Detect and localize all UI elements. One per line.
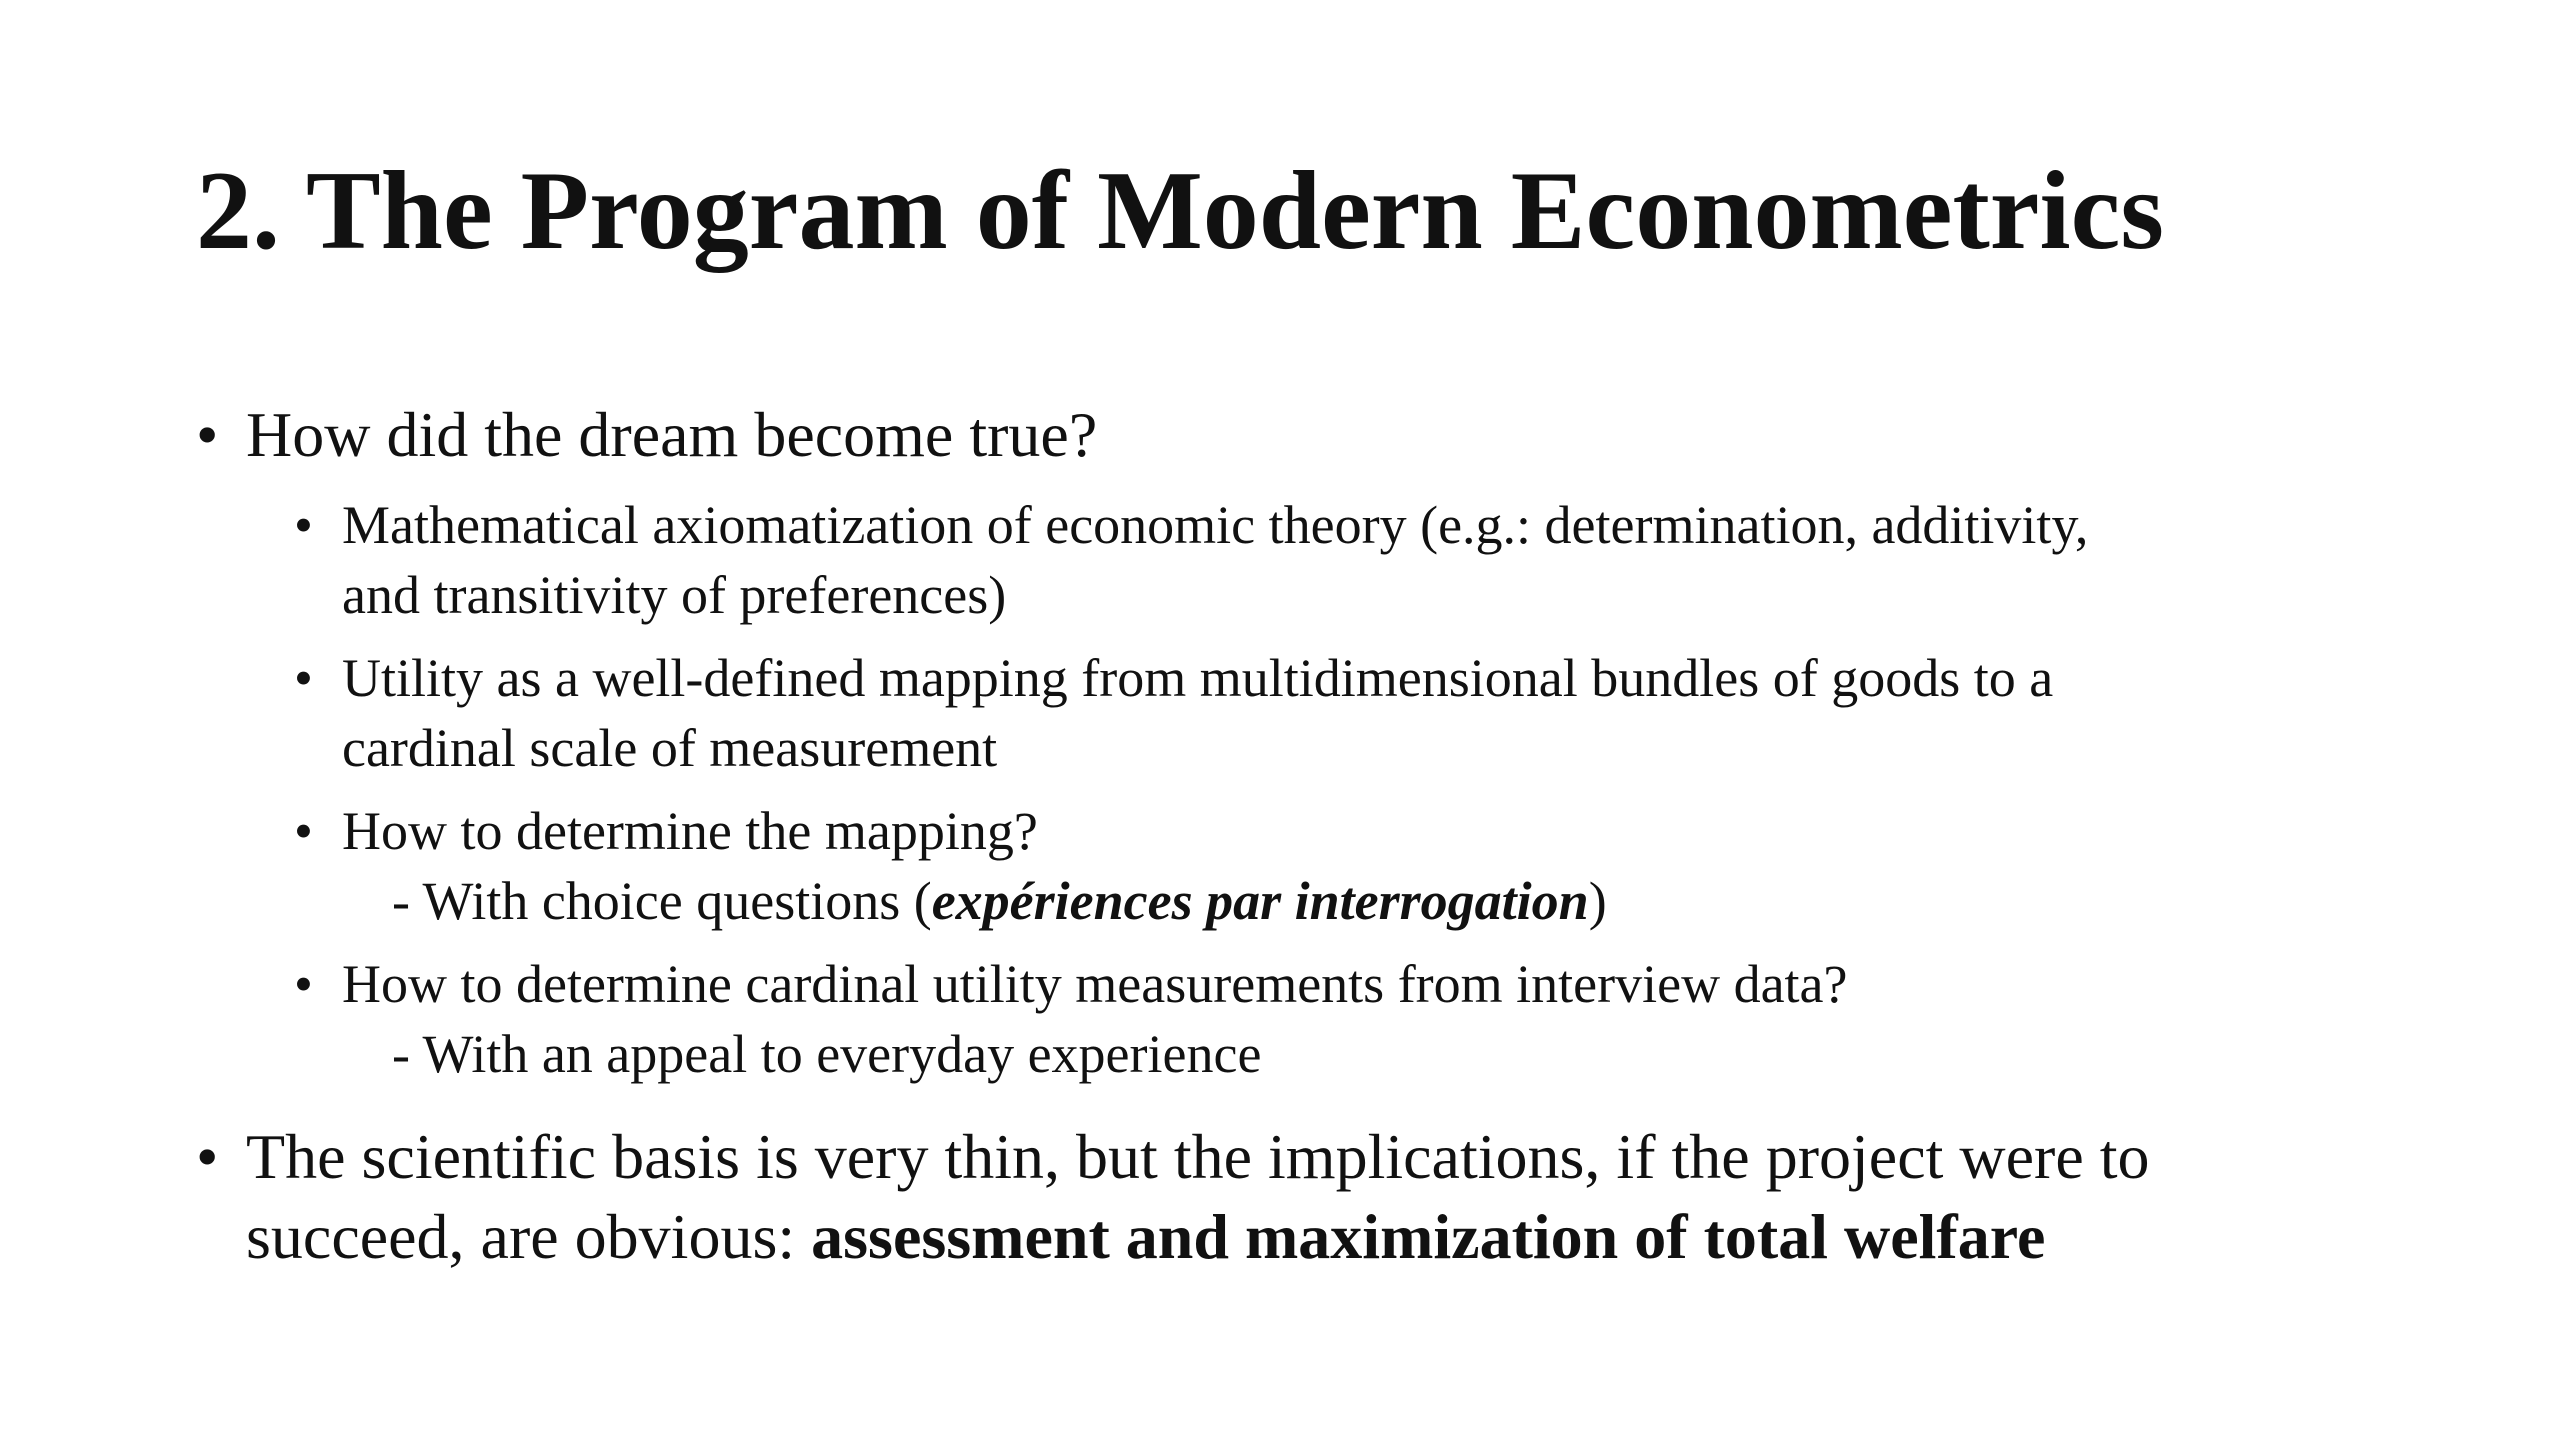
bullet-line (246, 1197, 2536, 1277)
bullet-text (342, 643, 2442, 783)
bullet-dot: • (294, 495, 313, 555)
bullet-text (342, 796, 2442, 936)
bullet-text (246, 1117, 2536, 1277)
bullet-dot: • (196, 399, 219, 470)
subline-prefix: - With choice questions ( (392, 871, 932, 931)
bullet-subline (342, 866, 2442, 936)
bullet-line: and transitivity of preferences) (342, 565, 1007, 625)
bullet-line: Utility as a well-defined mapping from multidimensional bundles of goods to a (342, 648, 2054, 708)
bullet-line: How to determine the mapping? (342, 801, 1038, 861)
bullet-dot: • (294, 801, 313, 861)
subline-suffix: ) (1588, 871, 1607, 931)
slide-title: 2. The Program of Modern Econometrics (196, 149, 2164, 273)
bullet-dot: • (294, 954, 313, 1014)
emphasis-text: assessment and maximization of total welfare (811, 1201, 2046, 1272)
bullet-text: How did the dream become true? (246, 399, 1098, 470)
bullet-dot: • (294, 648, 313, 708)
bullet-line: Mathematical axiomatization of economic theory (e.g.: determination, additivity, (342, 495, 2089, 555)
bullet-text (342, 949, 2442, 1089)
bullet-text (342, 490, 2442, 630)
line-prefix: succeed, are obvious: (246, 1201, 812, 1272)
bullet-line: cardinal scale of measurement (342, 718, 998, 778)
bullet-line: The scientific basis is very thin, but the implications, if the project were to (246, 1121, 2150, 1192)
bullet-subline: - With an appeal to everyday experience (392, 1024, 1262, 1084)
bullet-dot: • (196, 1121, 219, 1192)
bullet-line: How to determine cardinal utility measurements from interview data? (342, 954, 1848, 1014)
emphasis-text: expériences par interrogation (931, 871, 1589, 931)
